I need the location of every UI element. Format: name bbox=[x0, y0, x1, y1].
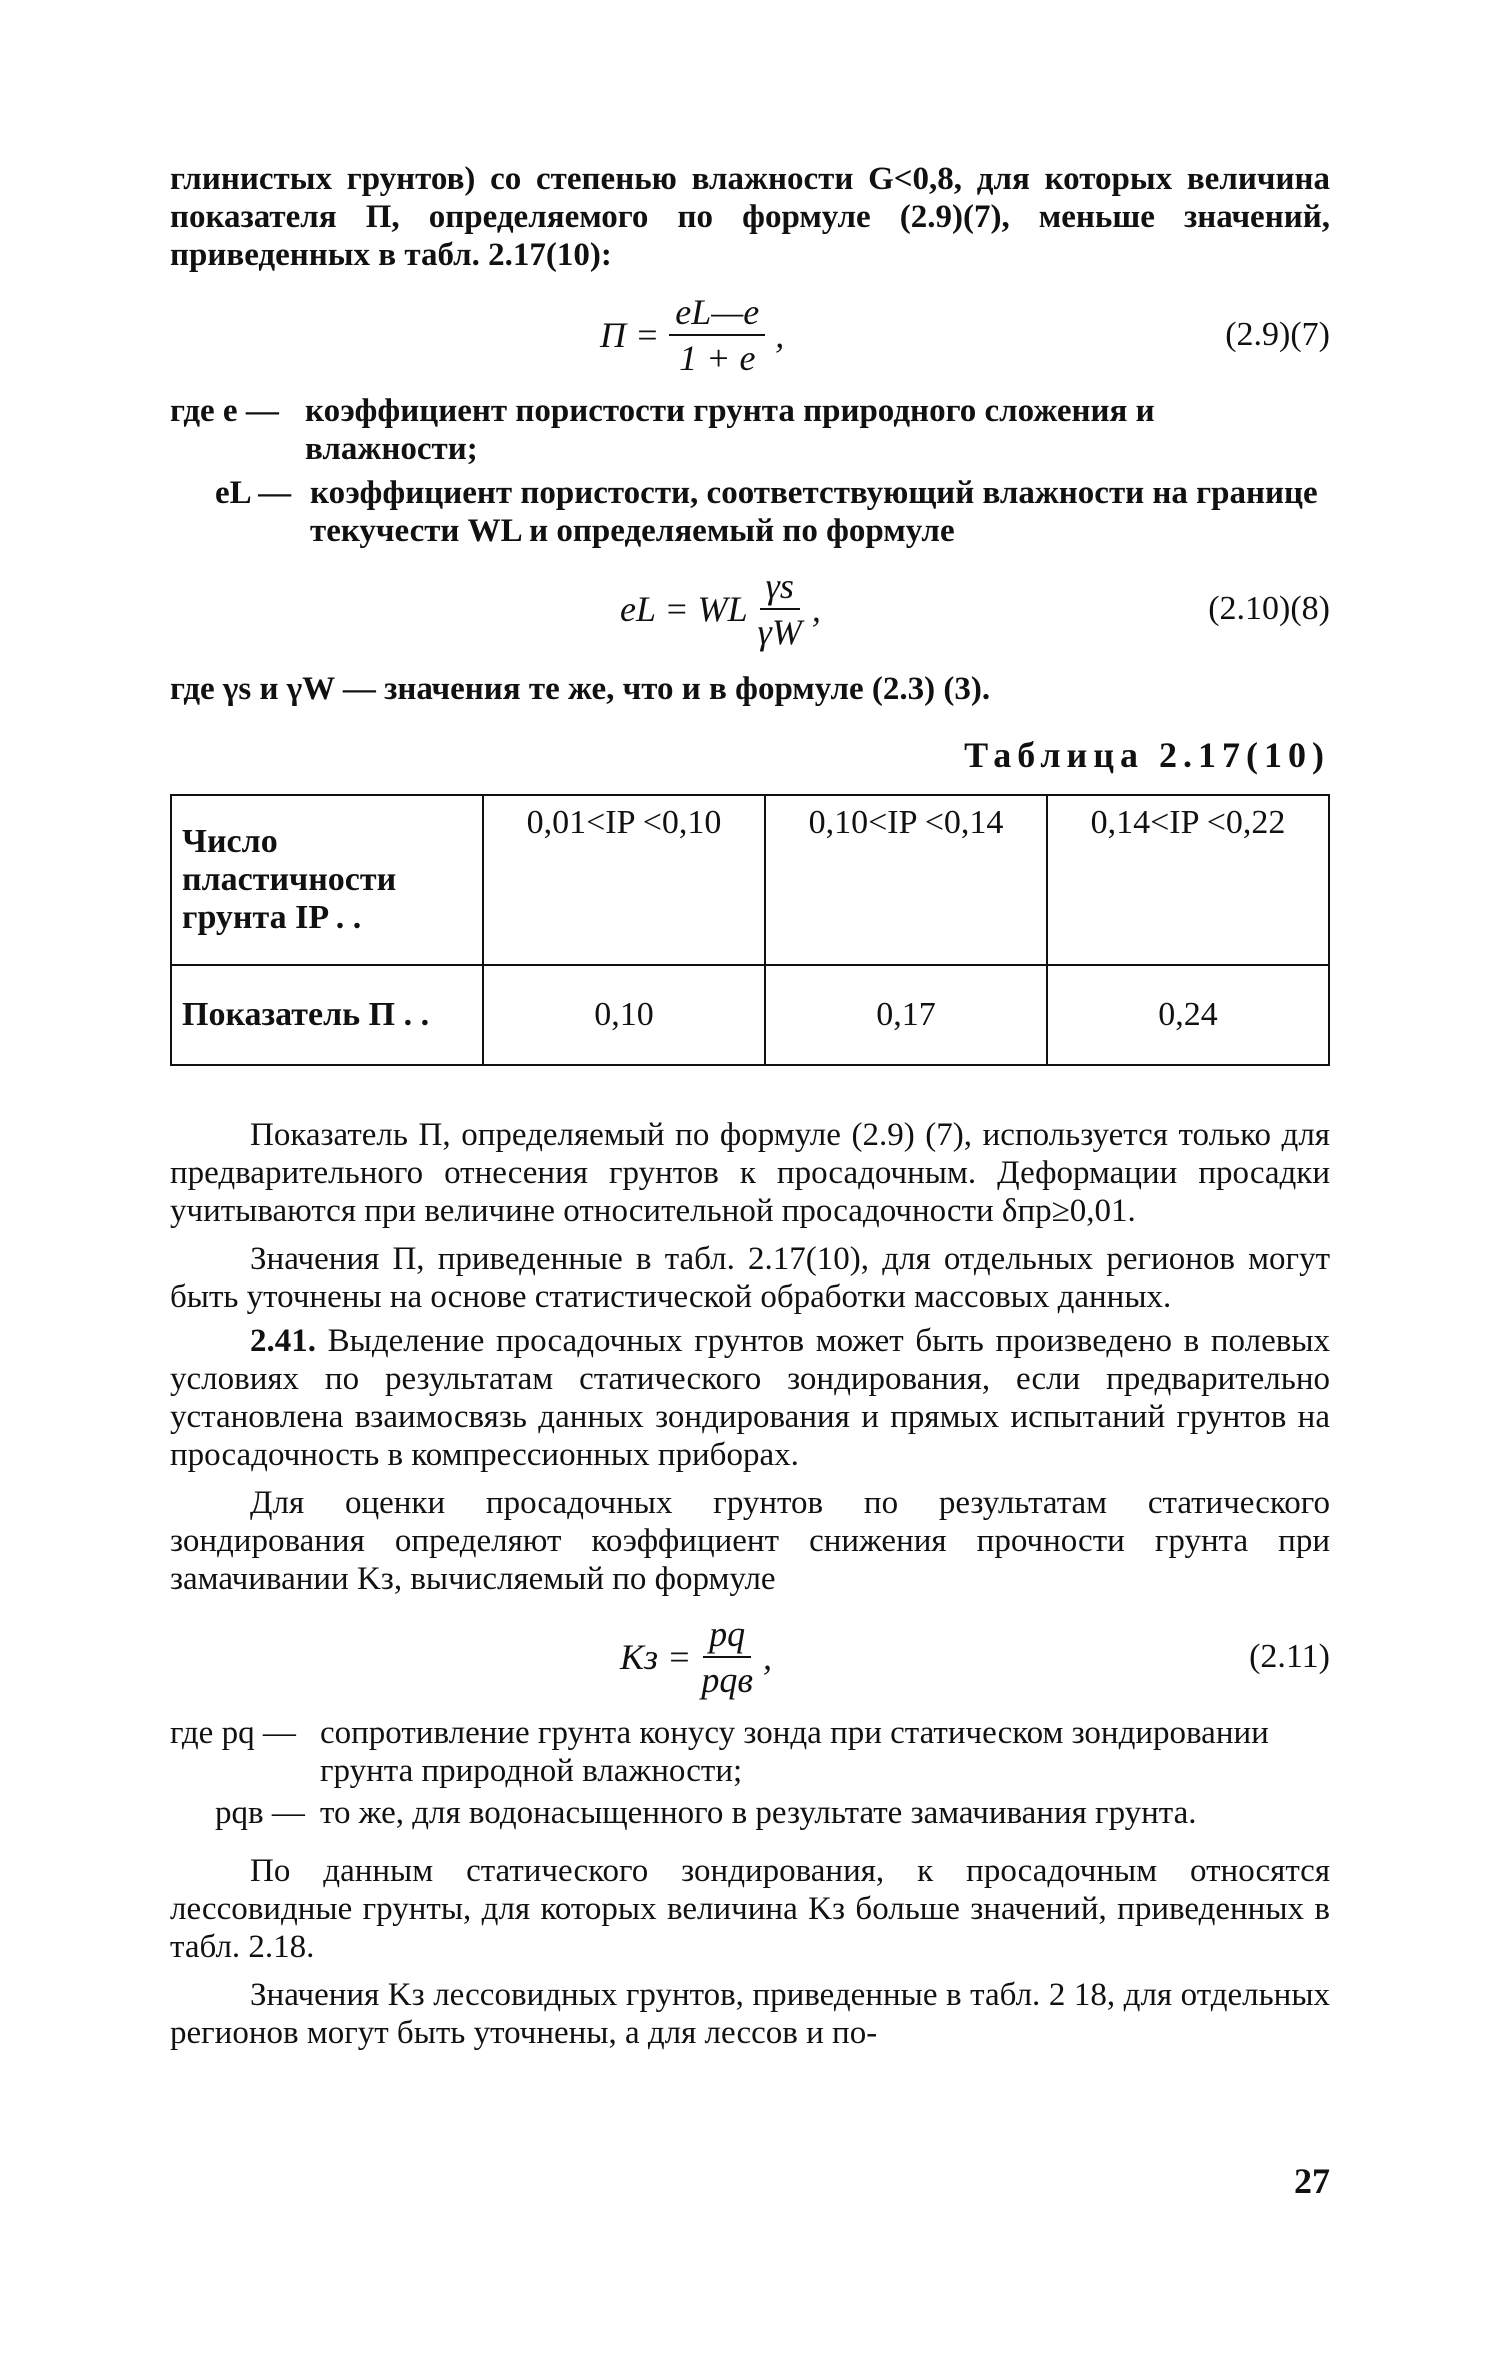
table-cell: 0,01<IP <0,10 bbox=[483, 795, 765, 965]
formula-number: (2.10)(8) bbox=[1208, 590, 1330, 627]
paragraph: Значения П, приведенные в табл. 2.17(10), для отдельных регионов могут быть уточнены на основе статистической обработки массовых данных. bbox=[170, 1241, 1330, 1315]
definition-text: коэффициент пористости грунта природного сложения и влажности; bbox=[305, 393, 1155, 467]
paragraph: Показатель П, определяемый по формуле (2.9) (7), используется только для предварительного отнесения грунтов к просадочным. Деформации просадки учитываются при величине относительной просадочности δпр≥0,01. bbox=[170, 1117, 1330, 1229]
table-cell: 0,14<IP <0,22 bbox=[1047, 795, 1329, 965]
formula-lhs: Kз = bbox=[620, 1637, 692, 1677]
table-cell: 0,10<IP <0,14 bbox=[765, 795, 1047, 965]
formula-tail: , bbox=[811, 589, 821, 629]
formula-number: (2.11) bbox=[1249, 1638, 1330, 1675]
formula-lhs: eL = WL bbox=[620, 589, 748, 629]
definition-text: сопротивление грунта конусу зонда при статическом зондировании грунта природной влажности; bbox=[320, 1715, 1269, 1789]
formula-tail: , bbox=[763, 1637, 772, 1677]
table-cell: 0,10 bbox=[483, 965, 765, 1065]
table-cell: 0,24 bbox=[1047, 965, 1329, 1065]
formula-2-9 bbox=[170, 282, 1330, 392]
definition-text: то же, для водонасыщенного в результате замачивания грунта. bbox=[320, 1795, 1197, 1831]
definition-term: pqв — bbox=[215, 1795, 305, 1831]
paragraph: Значения Kз лессовидных грунтов, приведенные в табл. 2 18, для отдельных регионов могут быть уточнены, а для лессов и по- bbox=[170, 1977, 1330, 2051]
formula-numerator: pq bbox=[703, 1612, 751, 1658]
definition-pqv bbox=[170, 1794, 1330, 1832]
page bbox=[170, 160, 1330, 2201]
formula-2-10 bbox=[170, 556, 1330, 666]
formula-numerator: γs bbox=[760, 564, 800, 610]
definition-gamma: где γs и γW — значения те же, что и в формуле (2.3) (3). bbox=[170, 671, 991, 707]
formula-lhs: П = bbox=[600, 315, 660, 355]
table-title: Таблица 2.17(10) bbox=[964, 735, 1330, 775]
paragraph: Для оценки просадочных грунтов по результатам статического зондирования определяют коэффициент снижения прочности грунта при замачивании Kз, вычисляемый по формуле bbox=[170, 1485, 1330, 1597]
table-row bbox=[171, 965, 1329, 1065]
paragraph: По данным статического зондирования, к просадочным относятся лессовидные грунты, для которых величина Kз больше значений, приведенных в табл. 2.18. bbox=[170, 1853, 1330, 1965]
definition-term: где pq — bbox=[170, 1715, 296, 1751]
table-cell: 0,17 bbox=[765, 965, 1047, 1065]
page-number: 27 bbox=[1294, 2161, 1330, 2201]
section-number: 2.41. bbox=[250, 1323, 316, 1359]
formula-2-11 bbox=[170, 1604, 1330, 1714]
formula-number: (2.9)(7) bbox=[1225, 316, 1330, 353]
table-cell-label: Число пластичности грунта IP . . bbox=[171, 795, 483, 965]
definition-e bbox=[170, 392, 1330, 468]
formula-denominator: γW bbox=[757, 612, 802, 652]
table-2-17 bbox=[170, 794, 1330, 1066]
formula-denominator: 1 + e bbox=[679, 338, 756, 378]
definition-pq bbox=[170, 1714, 1330, 1790]
table-row bbox=[171, 795, 1329, 965]
definition-text: коэффициент пористости, соответствующий влажности на границе текучести WL и определяемый по формуле bbox=[310, 475, 1318, 549]
paragraph-2-41 bbox=[170, 1322, 1330, 1474]
definition-el bbox=[170, 474, 1330, 550]
paragraph-text: Выделение просадочных грунтов может быть произведено в полевых условиях по результатам статического зондирования, если предварительно установлена взаимосвязь данных зондирования и прямых испытаний грунтов на просадочность в компрессионных приборах. bbox=[170, 1323, 1330, 1473]
formula-denominator: pqв bbox=[701, 1660, 753, 1700]
table-cell-label: Показатель П . . bbox=[171, 965, 483, 1065]
definition-term: eL — bbox=[215, 475, 292, 511]
formula-numerator: eL—e bbox=[669, 290, 765, 336]
intro-paragraph: глинистых грунтов) со степенью влажности G<0,8, для которых величина показателя П, определяемого по формуле (2.9)(7), меньше значений, приведенных в табл. 2.17(10): bbox=[170, 161, 1330, 273]
definition-term: где e — bbox=[170, 393, 279, 429]
formula-tail: , bbox=[775, 315, 785, 355]
